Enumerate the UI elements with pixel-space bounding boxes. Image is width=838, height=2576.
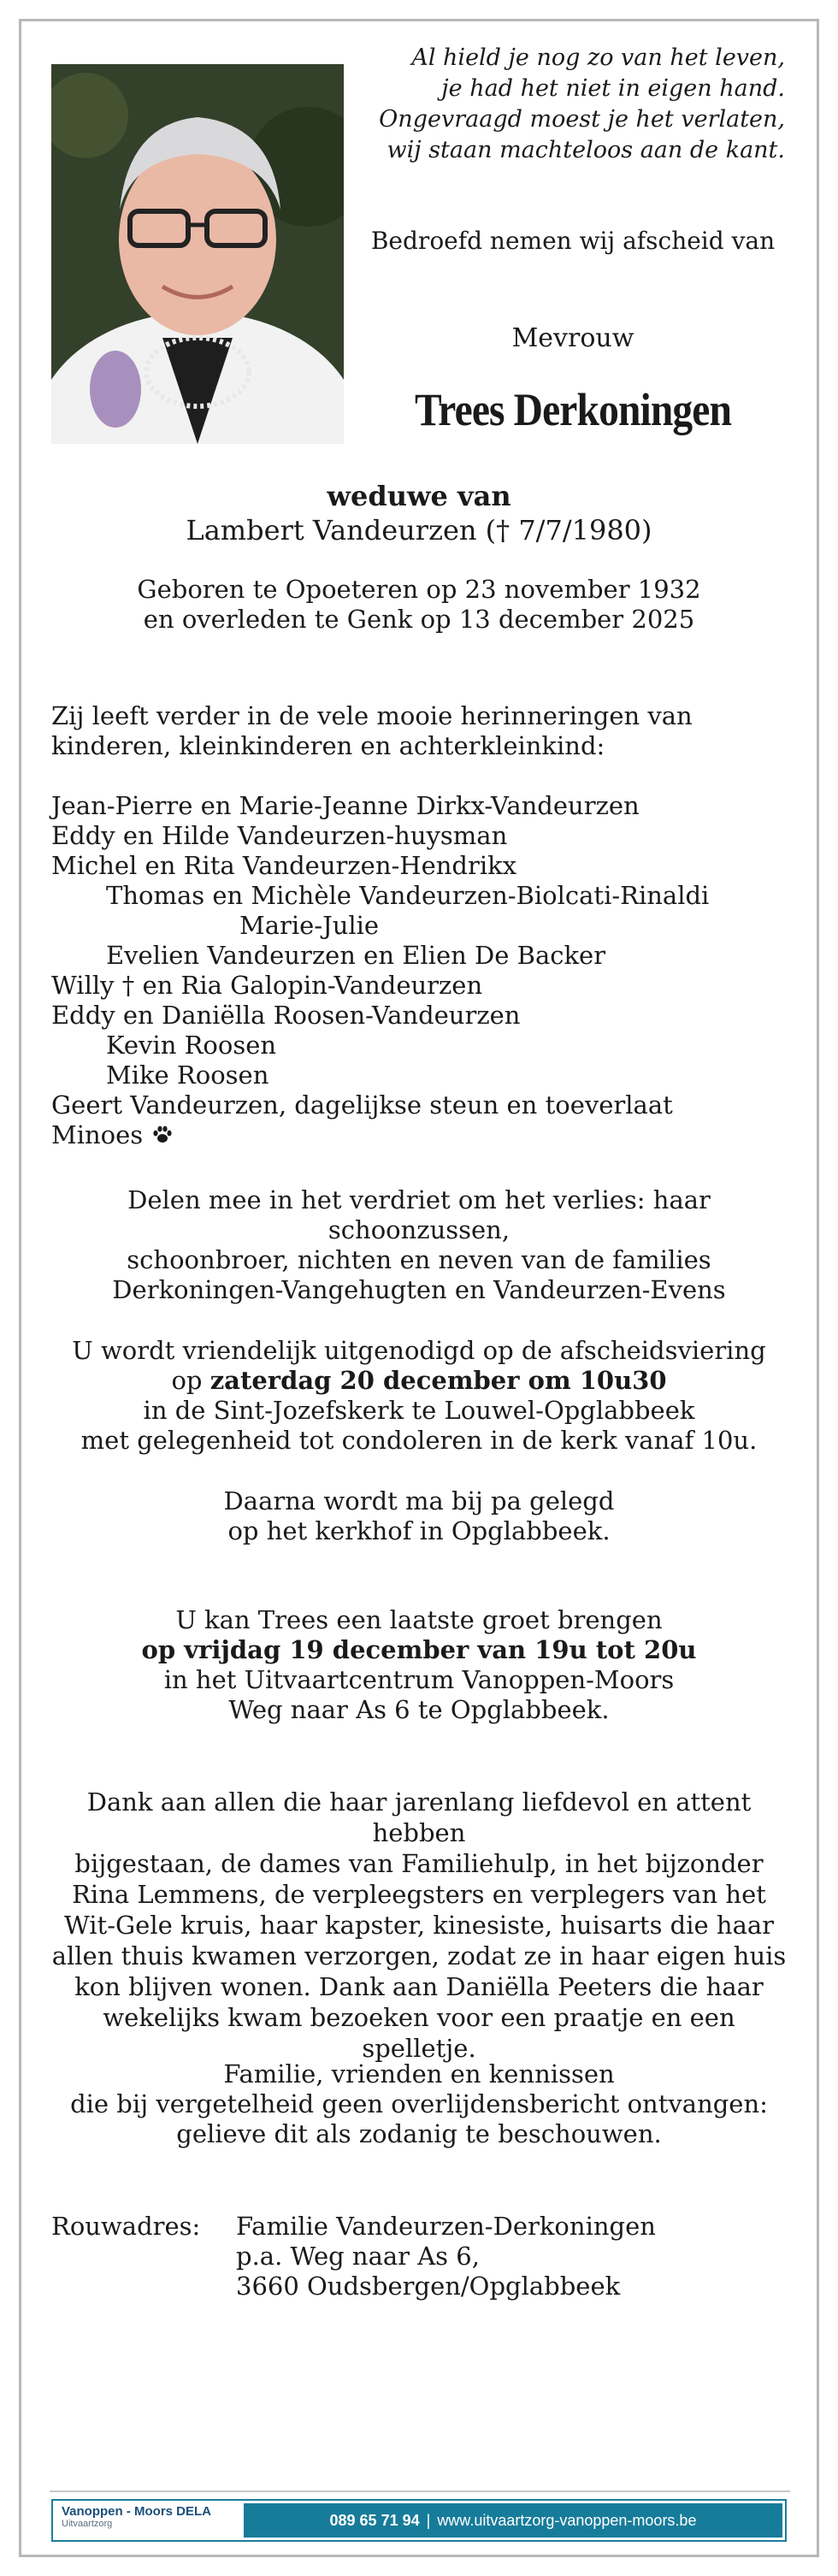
poem-line: Ongevraagd moest je het verlaten, [379,106,785,133]
ceremony-date: zaterdag 20 december om 10u30 [210,1366,667,1395]
ceremony-date-line [51,1366,787,1396]
intro-text: Bedroefd nemen wij afscheid van [370,227,776,255]
thanks-line: kon blijven wonen. Dank aan Daniëlla Peeters die haar [74,1972,764,2001]
farewell-date-text: op vrijdag 19 december van 19u tot 20u [141,1635,697,1664]
funeral-home-logo [53,2501,241,2540]
burial-note [51,1486,787,1546]
contact-bar [244,2503,782,2538]
family-member-pet [51,1120,787,1153]
lives-on-line: kinderen, kleinkinderen en achterkleinkind: [51,731,605,760]
paw-icon [151,1123,174,1153]
shares-grief [51,1185,787,1305]
burial-line: op het kerkhof in Opglabbeek. [227,1516,611,1545]
family-member: Geert Vandeurzen, dagelijkse steun en toeverlaat [51,1090,673,1120]
died-line: en overleden te Genk op 13 december 2025 [143,605,695,634]
poem-line: Al hield je nog zo van het leven, [411,44,785,71]
farewell-line: in het Uitvaartcentrum Vanoppen-Moors [163,1665,675,1694]
address-line: p.a. Weg naar As 6, [236,2242,480,2271]
family-member: Evelien Vandeurzen en Elien De Backer [106,941,606,970]
farewell-line: Weg naar As 6 te Opglabbeek. [228,1695,610,1724]
address-label: Rouwadres: [51,2212,201,2241]
family-member: Willy † en Ria Galopin-Vandeurzen [51,971,483,1000]
phone-number[interactable]: 089 65 71 94 [329,2511,420,2529]
note-line: die bij vergetelheid geen overlijdensbericht ontvangen: [70,2089,768,2118]
note-line: Familie, vrienden en kennissen [223,2059,615,2089]
lives-on-line: Zij leeft verder in de vele mooie herinneringen van [51,701,693,730]
ceremony-line: in de Sint-Jozefskerk te Louwel-Opglabbeek [143,1396,695,1425]
born-line: Geboren te Opoeteren op 23 november 1932 [137,575,701,604]
logo-brand: Vanoppen - Moors DELA [62,2504,212,2519]
thanks-text [51,1787,787,2064]
footer-divider [50,2490,790,2492]
pet-name: Minoes [51,1120,144,1149]
lives-on-text [51,701,787,761]
family-member: Thomas en Michèle Vandeurzen-Biolcati-Rinaldi [106,881,710,910]
poem [375,43,785,166]
family-member: Kevin Roosen [106,1031,277,1060]
portrait-photo [51,64,344,444]
address-line: 3660 Oudsbergen/Opglabbeek [236,2272,621,2301]
family-member: Jean-Pierre en Marie-Jeanne Dirkx-Vandeurzen [51,791,640,820]
thanks-line: allen thuis kwamen verzorgen, zodat ze in haar eigen huis [51,1941,787,1970]
shares-line: Derkoningen-Vangehugten en Vandeurzen-Evens [112,1275,726,1304]
family-member: Marie-Julie [239,911,380,940]
funeral-home-footer [51,2499,787,2542]
ceremony-line: U wordt vriendelijk uitgenodigd op de afscheidsviering [72,1336,766,1365]
thanks-line: Rina Lemmens, de verpleegsters en verplegers van het [72,1880,766,1909]
separator: | [426,2511,431,2529]
family-member: Eddy en Daniëlla Roosen-Vandeurzen [51,1001,521,1030]
family-member: Eddy en Hilde Vandeurzen-huysman [51,821,508,850]
farewell-visit [51,1605,787,1725]
burial-line: Daarna wordt ma bij pa gelegd [223,1486,615,1515]
ceremony-prefix: op [171,1366,210,1395]
address-line: Familie Vandeurzen-Derkoningen [236,2212,656,2241]
family-member: Mike Roosen [106,1061,269,1090]
farewell-line: U kan Trees een laatste groet brengen [175,1605,663,1634]
shares-line: Delen mee in het verdriet om het verlies: haar schoonzussen, [127,1185,711,1244]
portrait-illustration [51,64,344,444]
farewell-date [51,1635,787,1665]
widow-label: weduwe van [327,480,511,512]
deceased-name: Trees Derkoningen [414,384,732,435]
salutation: Mevrouw [511,323,634,353]
thanks-line: bijgestaan, de dames van Familiehulp, in het bijzonder [74,1849,764,1878]
logo-subtitle: Uitvaartzorg [62,2519,113,2529]
thanks-line: Dank aan allen die haar jarenlang liefdevol en attent hebben [86,1787,752,1847]
thanks-line: wekelijks kwam bezoeken voor een praatje en een spelletje. [103,2003,735,2063]
note-line: gelieve dit als zodanig te beschouwen. [176,2119,662,2148]
ceremony-line: met gelegenheid tot condoleren in de kerk vanaf 10u. [80,1426,758,1455]
notice-note [51,2059,787,2149]
widow-of: Lambert Vandeurzen († 7/7/1980) [186,514,652,547]
shares-line: schoonbroer, nichten en neven van de families [127,1245,711,1274]
address-lines [236,2212,656,2301]
ceremony-invitation [51,1336,787,1456]
birth-death [51,575,787,635]
family-list [51,791,787,1153]
thanks-line: Wit-Gele kruis, haar kapster, kinesiste, huisarts die haar [63,1911,775,1940]
family-member: Michel en Rita Vandeurzen-Hendrikx [51,851,517,880]
website-link[interactable]: www.uitvaartzorg-vanoppen-moors.be [437,2511,697,2529]
poem-line: je had het niet in eigen hand. [441,75,785,102]
poem-line: wij staan machteloos aan de kant. [387,137,785,163]
